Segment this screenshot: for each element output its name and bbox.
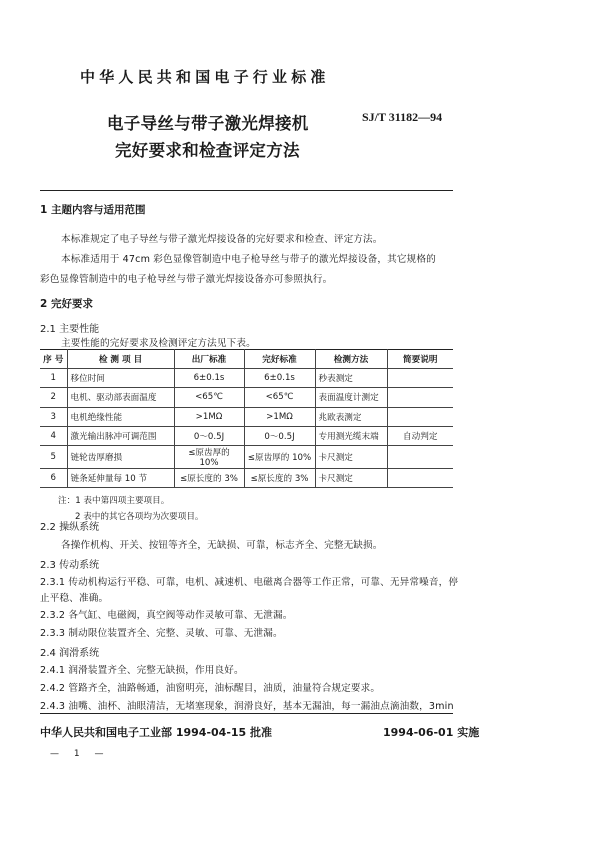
document-title-line1: 电子导丝与带子激光焊接机: [107, 114, 309, 133]
cell-note: [387, 468, 453, 487]
column-header-factory-standard: 出厂标准: [174, 350, 244, 369]
section-1-para2-line1: 本标准适用于 47cm 彩色显像管制造中电子枪导丝与带子的激光焊接设备，其它规格的: [61, 254, 436, 265]
cell-item: 链条延伸量每 10 节: [67, 468, 174, 487]
cell-no: 3: [40, 407, 67, 426]
performance-table: [40, 349, 453, 488]
section-2-3-1-line1: 2.3.1 传动机构运行平稳、可靠，电机、减速机、电磁离合器等工作正常，可靠、无异常噪音，停: [40, 577, 459, 588]
cell-note: 自动判定: [387, 426, 453, 445]
approval-line: 中华人民共和国电子工业部 1994-04-15 批准: [40, 726, 273, 739]
section-1-para2-line2: 彩色显像管制造中的电子枪导丝与带子激光焊接设备亦可参照执行。: [40, 274, 333, 285]
column-header-no: 序 号: [40, 350, 67, 369]
cell-factory: 0～0.5J: [174, 426, 244, 445]
table-row: [40, 426, 453, 445]
cell-no: 1: [40, 369, 67, 388]
section-2-4-heading: 2.4 润滑系统: [40, 648, 100, 659]
cell-no: 2: [40, 388, 67, 407]
cell-method: 秒表测定: [315, 369, 387, 388]
table-row: [40, 369, 453, 388]
standard-code: SJ/T 31182—94: [362, 110, 443, 124]
cell-no: 4: [40, 426, 67, 445]
implementation-date: 1994-06-01 实施: [383, 726, 480, 739]
cell-method: 专用测光缆末端: [315, 426, 387, 445]
section-2-1-intro: 主要性能的完好要求及检测评定方法见下表。: [61, 338, 256, 349]
cell-note: [387, 407, 453, 426]
section-2-1-heading: 2.1 主要性能: [40, 324, 100, 335]
section-2-3-1-line2: 止平稳、准确。: [40, 593, 109, 604]
issuing-organization: 中华人民共和国电子行业标准: [80, 68, 330, 86]
section-1-heading: 1 主题内容与适用范围: [40, 204, 146, 216]
section-2-2-text: 各操作机构、开关、按钮等齐全，无缺损、可靠，标志齐全、完整无缺损。: [61, 540, 383, 551]
section-2-2-heading: 2.2 操纵系统: [40, 522, 100, 533]
section-1-para1: 本标准规定了电子导丝与带子激光焊接设备的完好要求和检查、评定方法。: [61, 234, 383, 245]
column-header-method: 检测方法: [315, 350, 387, 369]
cell-factory: >1MΩ: [174, 407, 244, 426]
cell-factory: <65℃: [174, 388, 244, 407]
page-number: — 1 —: [50, 749, 110, 759]
cell-good: 6±0.1s: [244, 369, 315, 388]
cell-good: ≤原齿厚的 10%: [244, 445, 315, 468]
cell-good: ≤原长度的 3%: [244, 468, 315, 487]
cell-factory: ≤原长度的 3%: [174, 468, 244, 487]
section-2-4-3: 2.4.3 油嘴、油杯、油眼清洁，无堵塞现象，润滑良好，基本无漏油，每一漏油点滴油数，3min: [40, 701, 454, 712]
table-row: [40, 468, 453, 487]
section-2-heading: 2 完好要求: [40, 298, 93, 310]
cell-item: 电机绝缘性能: [67, 407, 174, 426]
section-2-4-1: 2.4.1 润滑装置齐全、完整无缺损，作用良好。: [40, 665, 244, 676]
cell-item: 激光输出脉冲可调范围: [67, 426, 174, 445]
cell-method: 卡尺测定: [315, 468, 387, 487]
column-header-good-standard: 完好标准: [244, 350, 315, 369]
header-rule: [40, 190, 453, 191]
cell-item: 移位时间: [67, 369, 174, 388]
cell-factory: ≤原齿厚的 10%: [174, 445, 244, 468]
cell-good: >1MΩ: [244, 407, 315, 426]
section-2-3-2: 2.3.2 各气缸、电磁阀，真空阀等动作灵敏可靠、无泄漏。: [40, 610, 293, 621]
table-note-1: 注：1 表中第四项主要项目。: [58, 496, 170, 506]
cell-note: [387, 369, 453, 388]
cell-note: [387, 445, 453, 468]
document-title-line2: 完好要求和检查评定方法: [115, 141, 300, 160]
column-header-note: 简要说明: [387, 350, 453, 369]
table-header-row: [40, 350, 453, 369]
table-row: [40, 445, 453, 468]
section-2-3-3: 2.3.3 制动限位装置齐全、完整、灵敏、可靠、无泄漏。: [40, 628, 283, 639]
table-note-2: 2 表中的其它各项均为次要项目。: [75, 512, 204, 522]
table-row: [40, 407, 453, 426]
cell-item: 链轮齿厚磨损: [67, 445, 174, 468]
cell-good: 0～0.5J: [244, 426, 315, 445]
column-header-item: 检 测 项 目: [67, 350, 174, 369]
cell-note: [387, 388, 453, 407]
cell-no: 5: [40, 445, 67, 468]
cell-good: <65℃: [244, 388, 315, 407]
cell-method: 兆欧表测定: [315, 407, 387, 426]
section-2-3-heading: 2.3 传动系统: [40, 560, 100, 571]
table-row: [40, 388, 453, 407]
footer-rule: [40, 713, 453, 714]
cell-factory: 6±0.1s: [174, 369, 244, 388]
cell-no: 6: [40, 468, 67, 487]
cell-item: 电机、驱动部表面温度: [67, 388, 174, 407]
section-2-4-2: 2.4.2 管路齐全，油路畅通，油窗明亮，油标醒目，油质，油量符合规定要求。: [40, 683, 381, 694]
cell-method: 表面温度计测定: [315, 388, 387, 407]
cell-method: 卡尺测定: [315, 445, 387, 468]
